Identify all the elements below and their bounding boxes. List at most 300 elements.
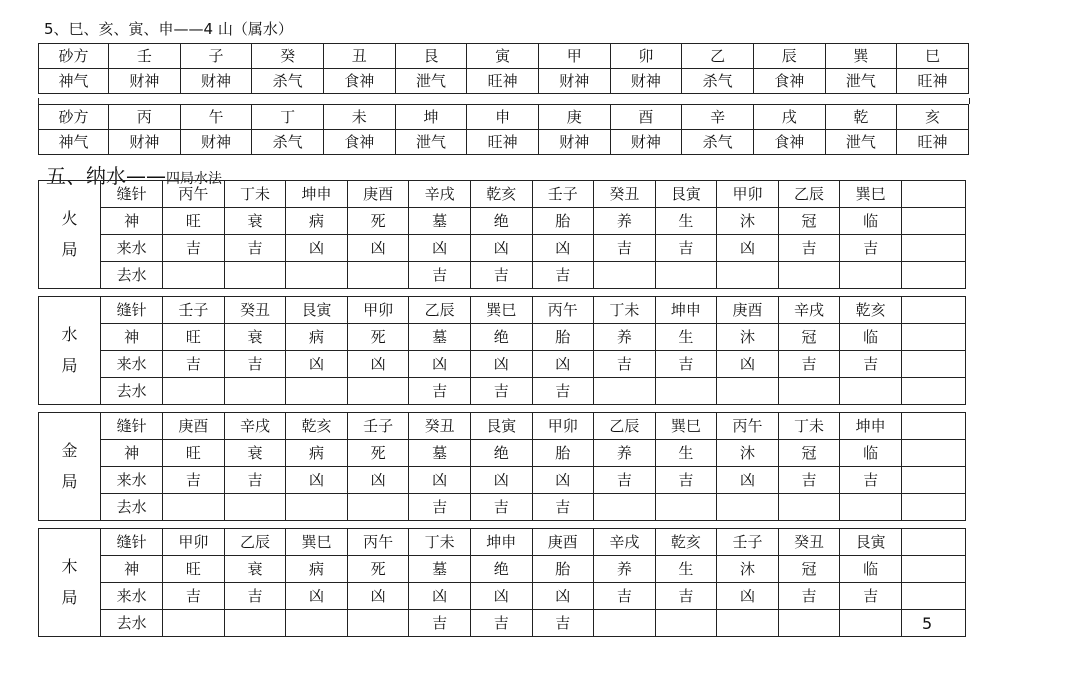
table-cell: [901, 413, 965, 440]
table-cell: 丁未: [224, 181, 286, 208]
table-cell: 凶: [532, 351, 594, 378]
table-cell: 吉: [163, 351, 225, 378]
table-cell: [163, 494, 225, 521]
ju-name-char: 局: [61, 587, 78, 607]
spirit-qi-cell: 食神: [323, 69, 395, 94]
table-cell: 病: [286, 556, 348, 583]
section-five-sub: 四局水法: [166, 171, 222, 187]
table-cell: 吉: [840, 467, 902, 494]
table-cell: 巽巳: [655, 413, 717, 440]
table-cell: 艮寅: [840, 529, 902, 556]
table-cell: 衰: [224, 208, 286, 235]
table-cell: 胎: [532, 440, 594, 467]
table-cell: 乙辰: [594, 413, 656, 440]
table-cell: 旺: [163, 208, 225, 235]
table-cell: 乙辰: [409, 297, 471, 324]
spirit-qi-cell: 杀气: [682, 130, 754, 155]
table-cell: 凶: [717, 235, 779, 262]
outgoing-water-row: [39, 610, 966, 637]
table-cell: 沐: [717, 556, 779, 583]
ju-name: [39, 297, 101, 405]
table-cell: 甲卯: [347, 297, 409, 324]
table-cell: 墓: [409, 324, 471, 351]
spirit-qi-cell: 旺神: [467, 69, 539, 94]
table-cell: 凶: [286, 235, 348, 262]
table-cell: [840, 494, 902, 521]
row-label: 神: [101, 440, 163, 467]
sand-direction-table-1: [38, 43, 969, 94]
table-cell: 吉: [532, 494, 594, 521]
table-cell: 凶: [286, 467, 348, 494]
outgoing-water-row: [39, 378, 966, 405]
table-cell: 病: [286, 208, 348, 235]
ju-name-char: 金: [61, 441, 78, 461]
table-cell: 绝: [470, 440, 532, 467]
spirit-qi-cell: 食神: [753, 69, 825, 94]
table-cell: 丙午: [532, 297, 594, 324]
table-cell: 辛戌: [409, 181, 471, 208]
table-cell: [840, 262, 902, 289]
sand-direction-cell: 酉: [610, 105, 682, 130]
row-label: 神气: [39, 69, 109, 94]
table-cell: 吉: [532, 610, 594, 637]
table-cell: 绝: [470, 324, 532, 351]
row-label: 去水: [101, 494, 163, 521]
table-cell: 庚酉: [532, 529, 594, 556]
table-cell: [347, 262, 409, 289]
table-cell: [594, 610, 656, 637]
spirit-qi-cell: 财神: [109, 130, 181, 155]
row-label: 去水: [101, 610, 163, 637]
sand-direction-cell: 坤: [395, 105, 467, 130]
table-cell: 凶: [717, 583, 779, 610]
sand-direction-cell: 未: [323, 105, 395, 130]
table-cell: [224, 494, 286, 521]
table-cell: 衰: [224, 440, 286, 467]
table-cell: [778, 378, 840, 405]
table-cell: 凶: [286, 583, 348, 610]
table-cell: [901, 297, 965, 324]
row-label: 神: [101, 324, 163, 351]
spirit-row: [39, 556, 966, 583]
sand-direction-cell: 丑: [323, 44, 395, 69]
water-method-table: [38, 528, 966, 637]
table-cell: [778, 262, 840, 289]
table-cell: 墓: [409, 208, 471, 235]
table-cell: 坤申: [840, 413, 902, 440]
sand-direction-cell: 巳: [897, 44, 969, 69]
table-cell: 旺: [163, 556, 225, 583]
row-label: 神: [101, 556, 163, 583]
table-cell: 凶: [532, 583, 594, 610]
table-cell: [163, 262, 225, 289]
section-five-main: 五、纳水——: [46, 164, 166, 188]
table-cell: [594, 494, 656, 521]
table-cell: [347, 378, 409, 405]
spirit-qi-cell: 食神: [753, 130, 825, 155]
table-cell: [163, 378, 225, 405]
spirit-qi-cell: 杀气: [252, 69, 324, 94]
row-label: 神气: [39, 130, 109, 155]
row-label: 来水: [101, 351, 163, 378]
table-cell: [778, 494, 840, 521]
table-cell: 乾亥: [655, 529, 717, 556]
table-cell: 壬子: [347, 413, 409, 440]
table-cell: [901, 610, 965, 637]
ju-name: [39, 529, 101, 637]
table-cell: [901, 351, 965, 378]
table-cell: [901, 378, 965, 405]
table-cell: 死: [347, 556, 409, 583]
table-cell: [224, 262, 286, 289]
table-cell: 沐: [717, 440, 779, 467]
table-cell: 癸丑: [778, 529, 840, 556]
spirit-qi-cell: 泄气: [395, 69, 467, 94]
table-cell: 死: [347, 208, 409, 235]
spirit-qi-cell: 财神: [109, 69, 181, 94]
spirit-qi-cell: 食神: [323, 130, 395, 155]
table-cell: [594, 262, 656, 289]
sand-direction-cell: 丙: [109, 105, 181, 130]
spirit-qi-cell: 财神: [538, 130, 610, 155]
table-cell: 凶: [532, 235, 594, 262]
table-cell: 吉: [532, 378, 594, 405]
table-cell: 沐: [717, 208, 779, 235]
sand-direction-cell: 戌: [753, 105, 825, 130]
table-cell: [286, 494, 348, 521]
table-cell: 胎: [532, 556, 594, 583]
table-cell: 临: [840, 324, 902, 351]
table-cell: 艮寅: [470, 413, 532, 440]
table-cell: 吉: [409, 494, 471, 521]
table-cell: 甲卯: [532, 413, 594, 440]
table-cell: [901, 529, 965, 556]
sand-direction-cell: 癸: [252, 44, 324, 69]
ju-name-char: 火: [61, 209, 78, 229]
table-cell: 吉: [163, 235, 225, 262]
ju-name-char: 水: [61, 325, 78, 345]
table-cell: 死: [347, 440, 409, 467]
table-cell: [717, 494, 779, 521]
table-cell: 临: [840, 440, 902, 467]
sand-direction-cell: 亥: [897, 105, 969, 130]
table-cell: 乾亥: [840, 297, 902, 324]
table-cell: 吉: [163, 467, 225, 494]
table-cell: 凶: [409, 583, 471, 610]
table-cell: [901, 235, 965, 262]
table-cell: 吉: [778, 235, 840, 262]
table-cell: 吉: [224, 467, 286, 494]
table-cell: 死: [347, 324, 409, 351]
table-cell: 生: [655, 324, 717, 351]
table-cell: 吉: [470, 610, 532, 637]
table-cell: 生: [655, 440, 717, 467]
table-cell: [655, 262, 717, 289]
table-cell: 病: [286, 324, 348, 351]
table-cell: 乾亥: [286, 413, 348, 440]
sand-direction-cell: 巽: [825, 44, 897, 69]
table-cell: [286, 610, 348, 637]
table-cell: 凶: [286, 351, 348, 378]
table-cell: 吉: [655, 467, 717, 494]
row-label: 去水: [101, 262, 163, 289]
table-cell: 乙辰: [778, 181, 840, 208]
spirit-qi-cell: 泄气: [825, 130, 897, 155]
table-cell: 坤申: [286, 181, 348, 208]
spirit-row: [39, 324, 966, 351]
table-cell: 壬子: [532, 181, 594, 208]
table-cell: 丙午: [347, 529, 409, 556]
table-cell: 吉: [470, 494, 532, 521]
sand-direction-cell: 子: [180, 44, 252, 69]
table-cell: [717, 378, 779, 405]
table-cell: [901, 181, 965, 208]
table-cell: [901, 556, 965, 583]
table-cell: 辛戌: [594, 529, 656, 556]
table-cell: 冠: [778, 440, 840, 467]
table-cell: 吉: [594, 235, 656, 262]
table-cell: [901, 583, 965, 610]
table-cell: 吉: [409, 262, 471, 289]
table-cell: [840, 610, 902, 637]
table-cell: 沐: [717, 324, 779, 351]
sand-direction-cell: 壬: [109, 44, 181, 69]
table-cell: 巽巳: [286, 529, 348, 556]
table-cell: 凶: [409, 351, 471, 378]
spirit-qi-cell: 旺神: [467, 130, 539, 155]
table-cell: 庚酉: [163, 413, 225, 440]
sand-direction-cell: 卯: [610, 44, 682, 69]
spirit-qi-cell: 旺神: [897, 69, 969, 94]
row-label: 砂方: [39, 44, 109, 69]
table-cell: 庚酉: [717, 297, 779, 324]
row-label: 来水: [101, 583, 163, 610]
table-cell: [347, 494, 409, 521]
row-label: 神: [101, 208, 163, 235]
table-cell: 吉: [532, 262, 594, 289]
table-cell: 坤申: [470, 529, 532, 556]
row-label: 来水: [101, 235, 163, 262]
sand-direction-row: [39, 44, 969, 69]
sand-direction-cell: 庚: [538, 105, 610, 130]
table-cell: 吉: [778, 467, 840, 494]
table-cell: 吉: [655, 235, 717, 262]
table-cell: 墓: [409, 440, 471, 467]
table-cell: 衰: [224, 324, 286, 351]
sand-direction-cell: 艮: [395, 44, 467, 69]
row-label: 缝针: [101, 529, 163, 556]
table-cell: 乙辰: [224, 529, 286, 556]
sand-direction-cell: 申: [467, 105, 539, 130]
table-cell: 吉: [224, 351, 286, 378]
needle-row: [39, 413, 966, 440]
table-cell: 壬子: [717, 529, 779, 556]
table-cell: [840, 378, 902, 405]
table-cell: 冠: [778, 556, 840, 583]
table-cell: 辛戌: [778, 297, 840, 324]
row-label: 缝针: [101, 181, 163, 208]
table-cell: 衰: [224, 556, 286, 583]
table-cell: 吉: [840, 235, 902, 262]
ju-name-char: 木: [61, 557, 78, 577]
table-cell: [655, 610, 717, 637]
table-cell: 凶: [470, 467, 532, 494]
table-cell: 旺: [163, 324, 225, 351]
table-cell: 癸丑: [224, 297, 286, 324]
table-cell: [901, 262, 965, 289]
incoming-water-row: [39, 351, 966, 378]
table-cell: [594, 378, 656, 405]
spirit-qi-cell: 财神: [180, 69, 252, 94]
row-label: 缝针: [101, 297, 163, 324]
sand-direction-cell: 寅: [467, 44, 539, 69]
table-cell: 冠: [778, 208, 840, 235]
table-cell: 凶: [347, 583, 409, 610]
spirit-row: [39, 208, 966, 235]
table-cell: 吉: [594, 351, 656, 378]
incoming-water-row: [39, 467, 966, 494]
sand-direction-cell: 丁: [252, 105, 324, 130]
outgoing-water-row: [39, 262, 966, 289]
sand-direction-cell: 乾: [825, 105, 897, 130]
spirit-qi-cell: 财神: [610, 130, 682, 155]
table-cell: 凶: [409, 235, 471, 262]
table-cell: 吉: [470, 378, 532, 405]
row-label: 砂方: [39, 105, 109, 130]
table-cell: [778, 610, 840, 637]
table-cell: 吉: [655, 351, 717, 378]
table-cell: 壬子: [163, 297, 225, 324]
spirit-qi-cell: 杀气: [682, 69, 754, 94]
table-cell: 丙午: [163, 181, 225, 208]
table-cell: 甲卯: [163, 529, 225, 556]
spirit-qi-cell: 财神: [180, 130, 252, 155]
ju-name: [39, 413, 101, 521]
table-cell: 凶: [347, 467, 409, 494]
table-cell: 吉: [594, 467, 656, 494]
ju-name-char: 局: [61, 471, 78, 491]
table-cell: 吉: [840, 351, 902, 378]
table-cell: 凶: [470, 583, 532, 610]
table-cell: 胎: [532, 324, 594, 351]
table-cell: 凶: [347, 235, 409, 262]
sand-direction-cell: 午: [180, 105, 252, 130]
table-cell: 胎: [532, 208, 594, 235]
table-cell: 墓: [409, 556, 471, 583]
table-cell: 旺: [163, 440, 225, 467]
table-cell: [655, 378, 717, 405]
sand-direction-cell: 甲: [538, 44, 610, 69]
row-label: 去水: [101, 378, 163, 405]
table-cell: [901, 208, 965, 235]
table-cell: 养: [594, 208, 656, 235]
table-cell: 丙午: [717, 413, 779, 440]
table-cell: 养: [594, 440, 656, 467]
table-cell: 乾亥: [470, 181, 532, 208]
row-label: 缝针: [101, 413, 163, 440]
spirit-qi-cell: 泄气: [395, 130, 467, 155]
table-cell: 养: [594, 324, 656, 351]
table-cell: 吉: [840, 583, 902, 610]
table-cell: [163, 610, 225, 637]
table-cell: 养: [594, 556, 656, 583]
table-cell: 凶: [470, 351, 532, 378]
spirit-qi-cell: 财神: [610, 69, 682, 94]
sand-direction-table-2: [38, 104, 969, 155]
needle-row: [39, 529, 966, 556]
table-cell: 吉: [224, 235, 286, 262]
table-cell: 艮寅: [286, 297, 348, 324]
table-cell: 辛戌: [224, 413, 286, 440]
sand-direction-cell: 辛: [682, 105, 754, 130]
table-cell: 吉: [409, 378, 471, 405]
sand-direction-cell: 乙: [682, 44, 754, 69]
table-cell: 生: [655, 556, 717, 583]
page-number: 5: [922, 614, 933, 633]
table-cell: [717, 610, 779, 637]
needle-row: [39, 181, 966, 208]
table-cell: 丁未: [594, 297, 656, 324]
spirit-qi-cell: 财神: [538, 69, 610, 94]
table-cell: 病: [286, 440, 348, 467]
table-cell: 绝: [470, 208, 532, 235]
incoming-water-row: [39, 583, 966, 610]
table-cell: 凶: [470, 235, 532, 262]
table-cell: [901, 324, 965, 351]
table-cell: [901, 494, 965, 521]
table-cell: [655, 494, 717, 521]
table-cell: 巽巳: [470, 297, 532, 324]
table-cell: 临: [840, 208, 902, 235]
table-cell: 坤申: [655, 297, 717, 324]
table-cell: 凶: [717, 351, 779, 378]
table-cell: 绝: [470, 556, 532, 583]
table-cell: [224, 378, 286, 405]
ju-name: [39, 181, 101, 289]
table-cell: 吉: [778, 583, 840, 610]
table-cell: [717, 262, 779, 289]
sand-direction-cell: 辰: [753, 44, 825, 69]
section-5-title: 5、巳、亥、寅、申——4 山（属水）: [44, 20, 293, 38]
table-cell: [286, 262, 348, 289]
table-cell: [286, 378, 348, 405]
table-cell: 临: [840, 556, 902, 583]
table-cell: [224, 610, 286, 637]
water-method-table: [38, 296, 966, 405]
spirit-qi-cell: 旺神: [897, 130, 969, 155]
table-cell: 吉: [163, 583, 225, 610]
row-label: 来水: [101, 467, 163, 494]
table-cell: 凶: [532, 467, 594, 494]
table-cell: 丁未: [778, 413, 840, 440]
table-cell: [901, 467, 965, 494]
table-cell: 吉: [655, 583, 717, 610]
ju-name-char: 局: [61, 239, 78, 259]
table-cell: 吉: [470, 262, 532, 289]
table-cell: [901, 440, 965, 467]
needle-row: [39, 297, 966, 324]
ju-name-char: 局: [61, 355, 78, 375]
water-method-table: [38, 412, 966, 521]
incoming-water-row: [39, 235, 966, 262]
table-cell: 凶: [409, 467, 471, 494]
table-cell: [347, 610, 409, 637]
table-cell: 艮寅: [655, 181, 717, 208]
table-cell: 庚酉: [347, 181, 409, 208]
spirit-qi-row: [39, 69, 969, 94]
table-cell: 丁未: [409, 529, 471, 556]
spirit-row: [39, 440, 966, 467]
